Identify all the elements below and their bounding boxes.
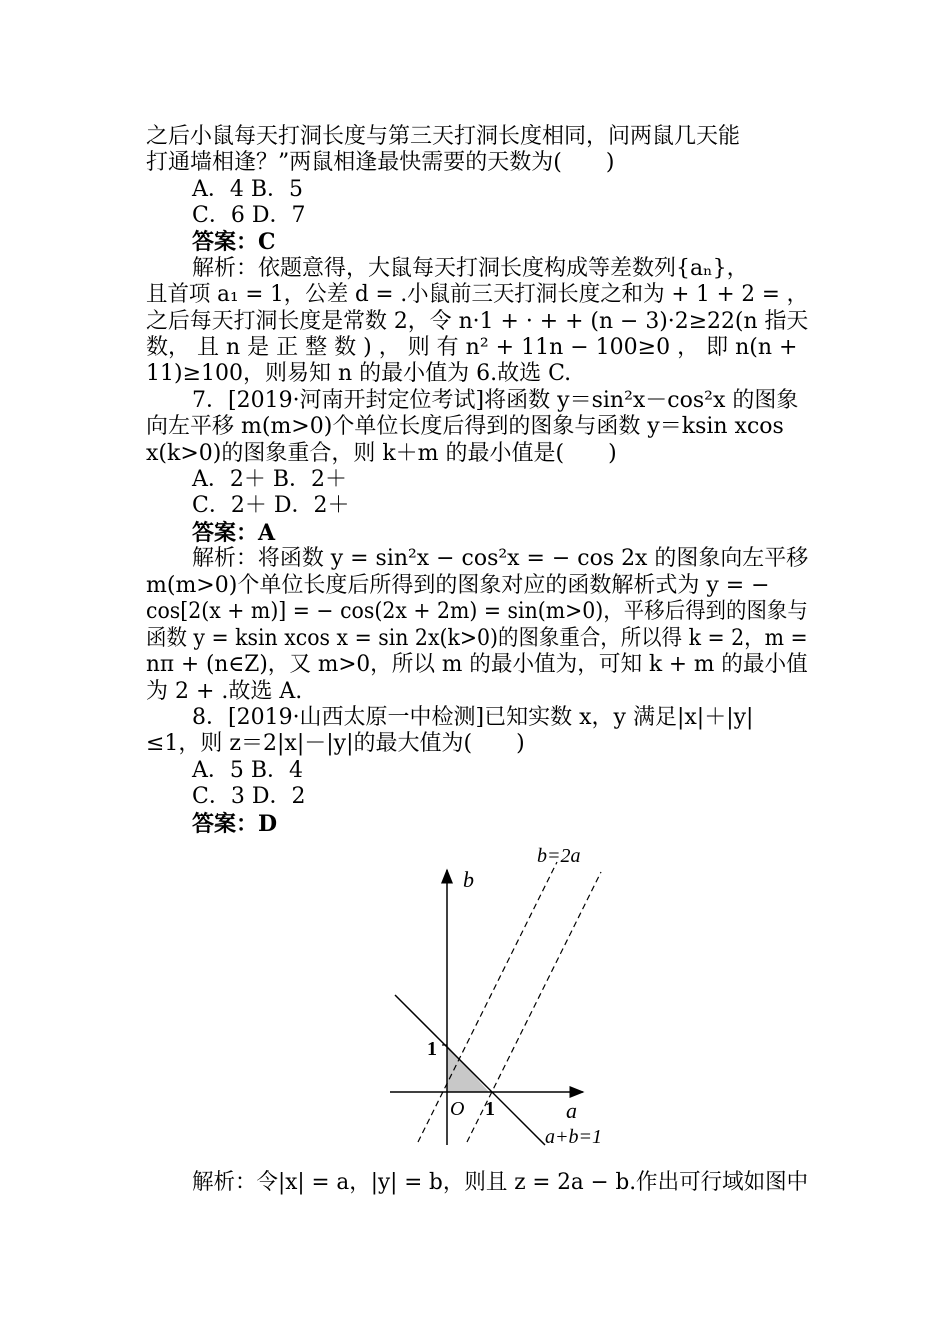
option-line: C．6 D．7 <box>192 203 306 228</box>
option-line: C．3 D．2 <box>192 784 306 809</box>
line-label-b-2a: b=2a <box>537 845 581 867</box>
option-line: A．2＋ B．2＋ <box>192 467 348 492</box>
answer-line: 答案：D <box>192 811 278 837</box>
text-line: 且首项 a₁ = 1，公差 d = .小鼠前三天打洞长度之和为 + 1 + 2 = ， <box>146 282 809 307</box>
option-line: A．5 B．4 <box>192 758 304 783</box>
text-line: 之后小鼠每天打洞长度与第三天打洞长度相同，问两鼠几天能 <box>146 124 741 149</box>
origin-label: O <box>450 1098 465 1120</box>
text-line: 之后每天打洞长度是常数 2，令 n·1 + · + + (n − 3)·2≥22(n 指天 <box>146 309 809 334</box>
b-axis-label: b <box>463 867 474 892</box>
answer-line: 答案：A <box>192 520 276 546</box>
tick-label-a-one: 1 <box>485 1098 495 1120</box>
text-line: 打通墙相逢？”两鼠相逢最快需要的天数为( ) <box>146 150 615 175</box>
text-line: ≤1，则 z＝2|x|－|y|的最大值为( ) <box>146 731 525 756</box>
option-line: A．4 B．5 <box>192 177 304 202</box>
option-line: C．2＋ D．2＋ <box>192 493 350 518</box>
text-line: m(m>0)个单位长度后所得到的图象对应的函数解析式为 y = − <box>146 573 770 598</box>
text-line: 数， 且 n 是 正 整 数 ) ， 则 有 n² + 11n − 100≥0 ， 即 n(n + <box>146 335 798 360</box>
answer-line: 答案：C <box>192 229 276 255</box>
line-label-a-plus-b: a+b=1 <box>545 1126 602 1148</box>
text-line: 为 2 + .故选 A. <box>146 679 303 704</box>
text-line: 函数 y = ksin xcos x = sin 2x(k>0)的图象重合，所以得 k = 2，m = <box>146 626 808 651</box>
question-8: 8．[2019·山西太原一中检测]已知实数 x，y 满足|x|＋|y| <box>192 705 754 730</box>
feasible-region-figure <box>385 840 625 1150</box>
text-line: 11)≥100，则易知 n 的最小值为 6.故选 C. <box>146 361 572 386</box>
analysis-line: 解析：依题意得，大鼠每天打洞长度构成等差数列{aₙ}， <box>192 256 749 281</box>
text-line: nπ + (n∈Z)，又 m>0，所以 m 的最小值为，可知 k + m 的最小值 <box>146 652 808 677</box>
a-axis-label: a <box>566 1098 577 1123</box>
tick-label-b-one: 1 <box>427 1038 437 1060</box>
text-line: 向左平移 m(m>0)个单位长度后得到的图象与函数 y＝ksin xcos <box>146 414 784 439</box>
analysis-line: 解析：将函数 y = sin²x − cos²x = − cos 2x 的图象向左平移 <box>192 546 809 571</box>
analysis-line: 解析：令|x| = a，|y| = b，则且 z = 2a − b.作出可行域如图中 <box>192 1170 809 1195</box>
question-7: 7．[2019·河南开封定位考试]将函数 y＝sin²x－cos²x 的图象 <box>192 388 799 413</box>
line-a-plus-b <box>395 995 545 1145</box>
text-line: x(k>0)的图象重合，则 k＋m 的最小值是( ) <box>146 441 617 466</box>
text-line: cos[2(x + m)] = − cos(2x + 2m) = sin(m>0)，平移后得到的图象与 <box>146 599 808 624</box>
